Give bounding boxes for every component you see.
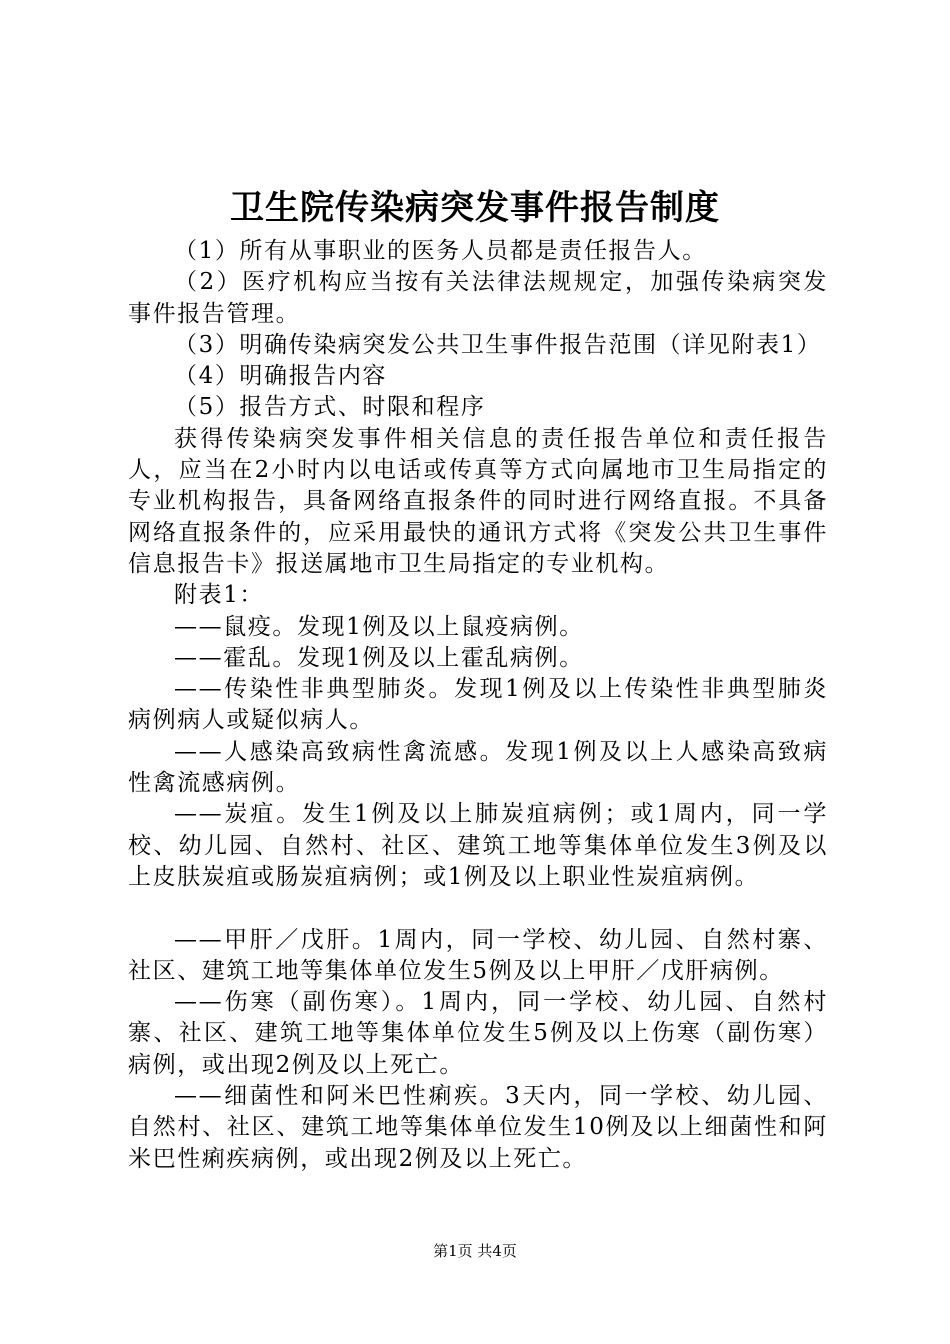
list-item-plague: ——鼠疫。发现1例及以上鼠疫病例。 [174,613,584,640]
paragraph-reporting: 获得传染病突发事件相关信息的责任报告单位和责任报告人，应当在2小时内以电话或传真等方式向属地市卫生局指定的专业机构报告，具备网络直报条件的同时进行网络直报。不具备网络直报条件的，应采用最快的通讯方式将《突发公共卫生事件信息报告卡》报送属地市卫生局指定的专业机构。 [128,425,828,577]
page-number-footer: 第1页 共4页 [433,1242,517,1260]
list-item-dysentery: ——细菌性和阿米巴性痢疾。3天内，同一学校、幼儿园、自然村、社区、建筑工地等集体单位发生10例及以上细菌性和阿米巴性痢疾病例，或出现2例及以上死亡。 [128,1083,828,1172]
paragraph-4: （4）明确报告内容 [174,363,388,390]
list-item-hepatitis: ——甲肝／戊肝。1周内，同一学校、幼儿园、自然村寨、社区、建筑工地等集体单位发生5例及以上甲肝／戊肝病例。 [128,926,828,984]
paragraph-appendix-label: 附表1： [174,582,265,609]
list-item-typhoid: ——伤寒（副伤寒）。1周内，同一学校、幼儿园、自然村寨、社区、建筑工地等集体单位发生5例及以上伤寒（副伤寒）病例，或出现2例及以上死亡。 [128,989,828,1078]
list-item-anthrax: ——炭疽。发生1例及以上肺炭疽病例；或1周内，同一学校、幼儿园、自然村、社区、建筑工地等集体单位发生3例及以上皮肤炭疽或肠炭疽病例；或1例及以上职业性炭疽病例。 [128,801,828,890]
paragraph-3: （3）明确传染病突发公共卫生事件报告范围（详见附表1） [174,331,822,358]
document-body [128,236,828,1175]
document-title: 卫生院传染病突发事件报告制度 [230,188,720,228]
paragraph-1: （1）所有从事职业的医务人员都是责任报告人。 [174,238,707,264]
list-item-sars: ——传染性非典型肺炎。发现1例及以上传染性非典型肺炎病例病人或疑似病人。 [128,676,828,734]
paragraph-spacer [128,893,828,924]
list-item-avian-flu: ——人感染高致病性禽流感。发现1例及以上人感染高致病性禽流感病例。 [128,738,828,797]
paragraph-5: （5）报告方式、时限和程序 [174,394,486,421]
paragraph-2: （2）医疗机构应当按有关法律法规规定，加强传染病突发事件报告管理。 [128,269,828,327]
list-item-cholera: ——霍乱。发现1例及以上霍乱病例。 [174,644,584,671]
